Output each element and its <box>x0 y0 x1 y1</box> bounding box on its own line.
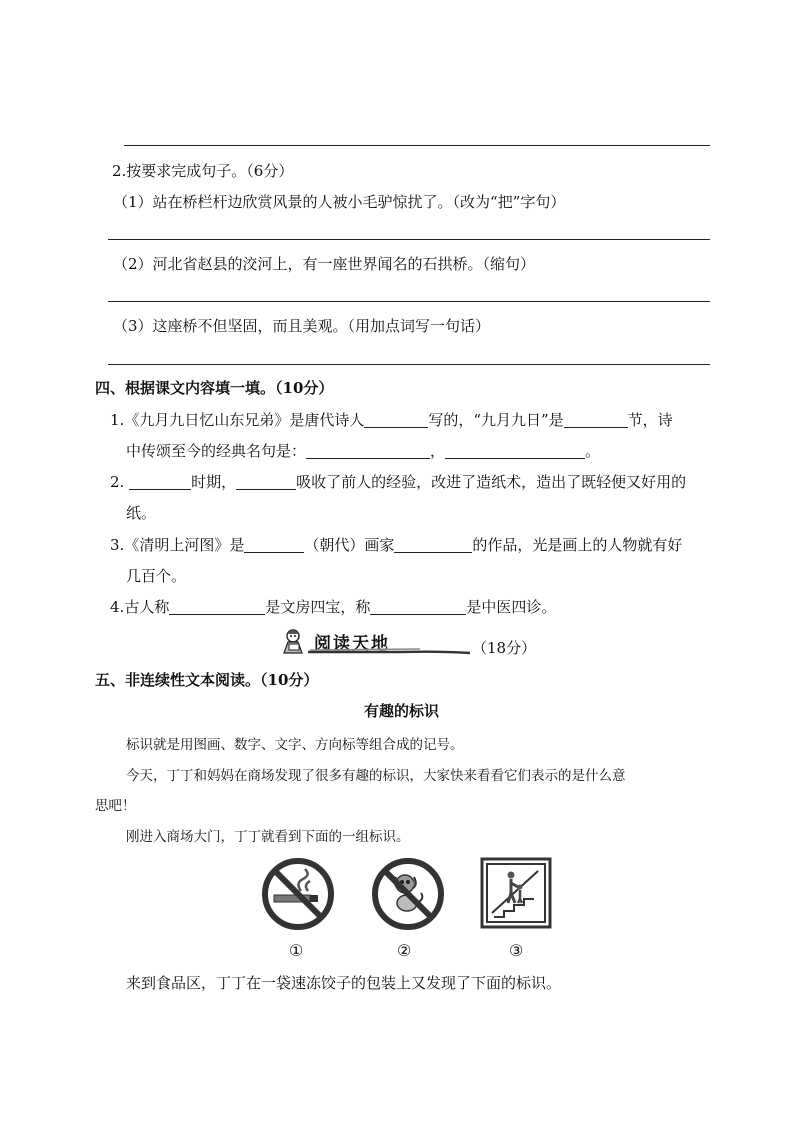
reading-banner <box>280 626 470 656</box>
banner-underline <box>280 626 470 656</box>
q2-title: 2.按要求完成句子。（6分） <box>112 162 294 180</box>
reading-p1: 标识就是用图画、数字、文字、方向标等组合成的记号。 <box>126 737 464 753</box>
s4-q4-num: 4. <box>110 598 125 616</box>
s4-q4-text-a: 古人称 <box>124 598 170 616</box>
s4-q1-num: 1. <box>110 411 125 429</box>
sign-label-3: ③ <box>509 941 524 960</box>
s4-q1-text-f: 。 <box>585 442 601 460</box>
q2-item2: （2）河北省赵县的洨河上，有一座世界闻名的石拱桥。（缩句） <box>113 255 536 273</box>
s4-q1-line2 <box>126 441 600 461</box>
no-smoking-icon <box>261 857 335 931</box>
s4-q3-text-a: 《清明上河图》是 <box>124 536 245 554</box>
sign-label-2: ② <box>397 941 412 960</box>
s4-q3-text-b: （朝代）画家 <box>304 536 395 554</box>
blank-poet[interactable] <box>364 411 428 428</box>
reading-title: 有趣的标识 <box>364 702 440 720</box>
s4-q4-text-c: 是中医四诊。 <box>466 598 557 616</box>
reading-p4: 来到食品区，丁丁在一袋速冻饺子的包装上又发现了下面的标识。 <box>126 974 562 992</box>
blank-dynasty[interactable] <box>244 536 304 553</box>
s4-q2-line1 <box>110 472 686 492</box>
answer-line-1[interactable] <box>108 239 710 240</box>
s4-q3-line2: 几百个。 <box>126 567 187 585</box>
s4-q4-line <box>110 597 556 617</box>
s4-q3-num: 3. <box>110 536 125 554</box>
blank-person[interactable] <box>236 473 296 490</box>
blank-verse-2[interactable] <box>445 442 585 459</box>
s4-q1-text-d: 中传颂至今的经典名句是： <box>126 442 307 460</box>
blank-study-treasures[interactable] <box>169 598 265 615</box>
q2-item1: （1）站在桥栏杆边欣赏风景的人被小毛驴惊扰了。（改为“把”字句） <box>113 193 566 211</box>
escalator-child-icon <box>480 857 552 929</box>
section5-heading: 五、非连续性文本阅读。（10分） <box>95 671 319 689</box>
s4-q2-num: 2. <box>110 473 125 491</box>
sign-label-1: ① <box>289 941 304 960</box>
s4-q3-text-c: 的作品，光是画上的人物就有好 <box>472 536 683 554</box>
s4-q2-line2: 纸。 <box>126 504 157 522</box>
s4-q2-text-a: 时期， <box>191 473 237 491</box>
blank-festival[interactable] <box>564 411 628 428</box>
s4-q2-text-b: 吸收了前人的经验，改进了造纸术，造出了既轻便又好用的 <box>296 473 687 491</box>
blank-painter[interactable] <box>394 536 472 553</box>
s4-q1-text-e: ， <box>430 442 446 460</box>
no-pets-icon <box>371 857 445 931</box>
reading-p2-line2: 思吧！ <box>95 798 136 814</box>
answer-line-top[interactable] <box>124 145 710 146</box>
s4-q3-line1 <box>110 535 682 555</box>
s4-q1-line1 <box>110 410 673 430</box>
reading-p3: 刚进入商场大门，丁丁就看到下面的一组标识。 <box>126 829 410 845</box>
answer-line-3[interactable] <box>108 364 710 365</box>
q2-item3: （3）这座桥不但坚固，而且美观。（用加点词写一句话） <box>113 317 491 335</box>
reading-p2-line1: 今天，丁丁和妈妈在商场发现了很多有趣的标识，大家快来看看它们表示的是什么意 <box>126 768 626 784</box>
s4-q1-text-b: 写的，“九月九日”是 <box>428 411 564 429</box>
reading-banner-label: 阅读天地 <box>314 634 390 654</box>
s4-q1-text-c: 节，诗 <box>627 411 673 429</box>
blank-verse-1[interactable] <box>306 442 430 459</box>
s4-q4-text-b: 是文房四宝，称 <box>265 598 371 616</box>
blank-diagnosis[interactable] <box>370 598 466 615</box>
blank-period[interactable] <box>129 473 191 490</box>
section4-heading: 四、根据课文内容填一填。（10分） <box>95 379 334 397</box>
s4-q1-text-a: 《九月九日忆山东兄弟》是唐代诗人 <box>124 411 365 429</box>
reading-banner-score: （18分） <box>472 639 537 657</box>
answer-line-2[interactable] <box>108 301 710 302</box>
